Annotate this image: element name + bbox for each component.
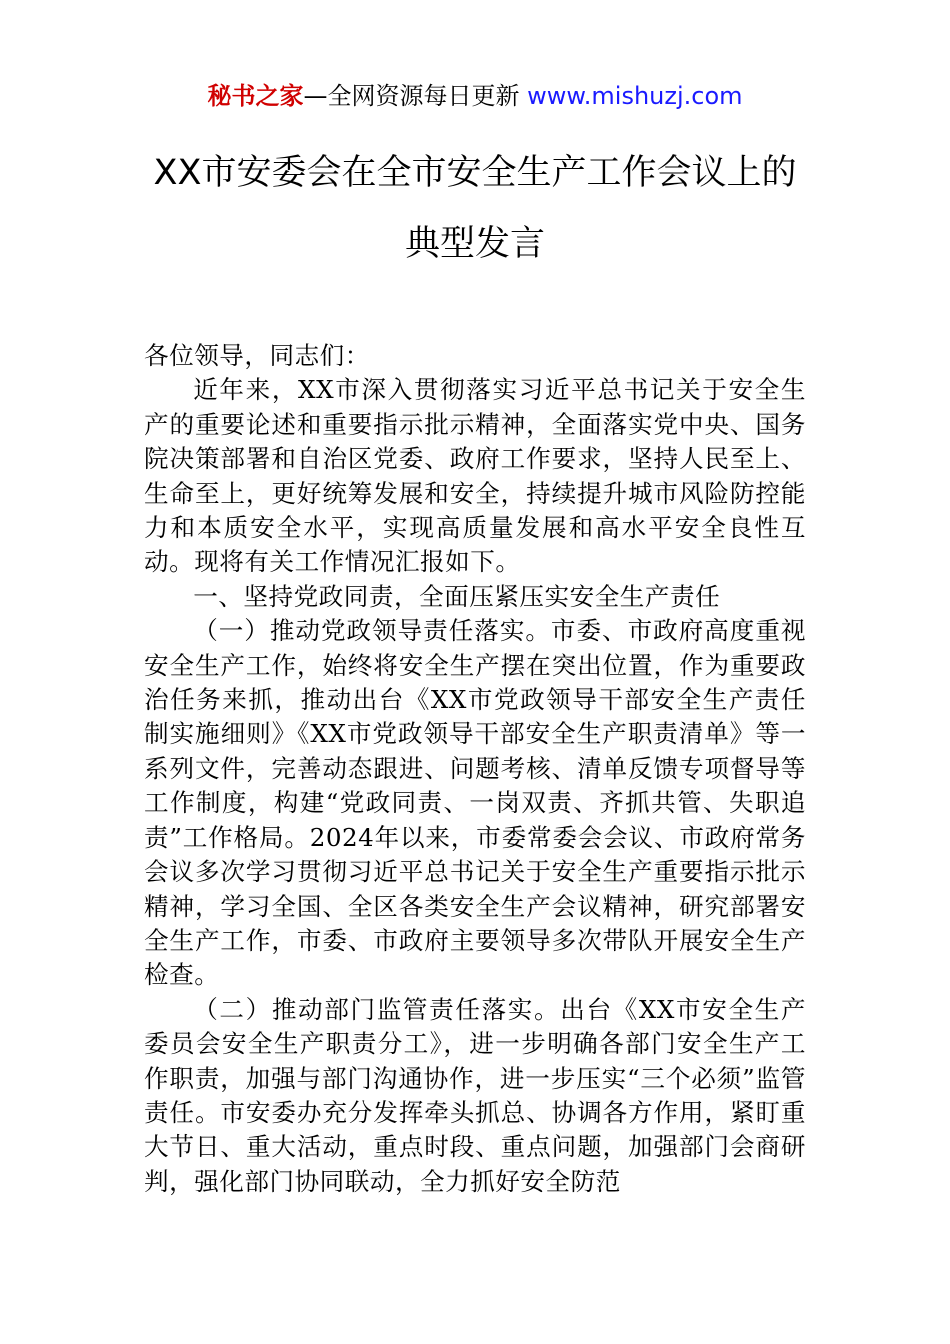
body-paragraph: 近年来，XX市深入贯彻落实习近平总书记关于安全生产的重要论述和重要指示批示精神，全面落实党中央、国务院决策部署和自治区党委、政府工作要求，坚持人民至上、生命至上，更好统筹发展和安全，持续提升城市风险防控能力和本质安全水平，实现高质量发展和高水平安全良性互动。现将有关工作情况汇报如下。 <box>144 375 806 577</box>
section-heading: 一、坚持党政同责，全面压紧压实安全生产责任 <box>193 581 721 611</box>
salutation: 各位领导，同志们： <box>144 341 370 370</box>
document-title-line-2: 典型发言 <box>404 224 545 264</box>
document-body <box>144 339 806 1199</box>
site-tagline: —全网资源每日更新 <box>303 82 528 110</box>
document-title-line-1: XX市安委会在全市安全生产工作会议上的 <box>153 153 797 193</box>
site-url-link[interactable]: www.mishuzj.com <box>527 82 743 110</box>
site-brand: 秘书之家 <box>207 82 304 110</box>
body-paragraph: （二）推动部门监管责任落实。出台《XX市安全生产委员会安全生产职责分工》，进一步明确各部门安全生产工作职责，加强与部门沟通协作，进一步压实“三个必须”监管责任。市安委办充分发挥牵头抓总、协调各方作用，紧盯重大节日、重大活动，重点时段、重点问题，加强部门会商研判，强化部门协同联动，全力抓好安全防范 <box>144 994 806 1196</box>
document-title <box>100 150 850 292</box>
site-header <box>0 78 950 114</box>
body-paragraph: （一）推动党政领导责任落实。市委、市政府高度重视安全生产工作，始终将安全生产摆在突出位置，作为重要政治任务来抓，推动出台《XX市党政领导干部安全生产责任制实施细则》《XX市党政领导干部安全生产职责清单》等一系列文件，完善动态跟进、问题考核、清单反馈专项督导等工作制度，构建“党政同责、一岗双责、齐抓共管、失职追责”工作格局。2024年以来，市委常委会会议、市政府常务会议多次学习贯彻习近平总书记关于安全生产重要指示批示精神，学习全国、全区各类安全生产会议精神，研究部署安全生产工作，市委、市政府主要领导多次带队开展安全生产检查。 <box>144 616 806 990</box>
